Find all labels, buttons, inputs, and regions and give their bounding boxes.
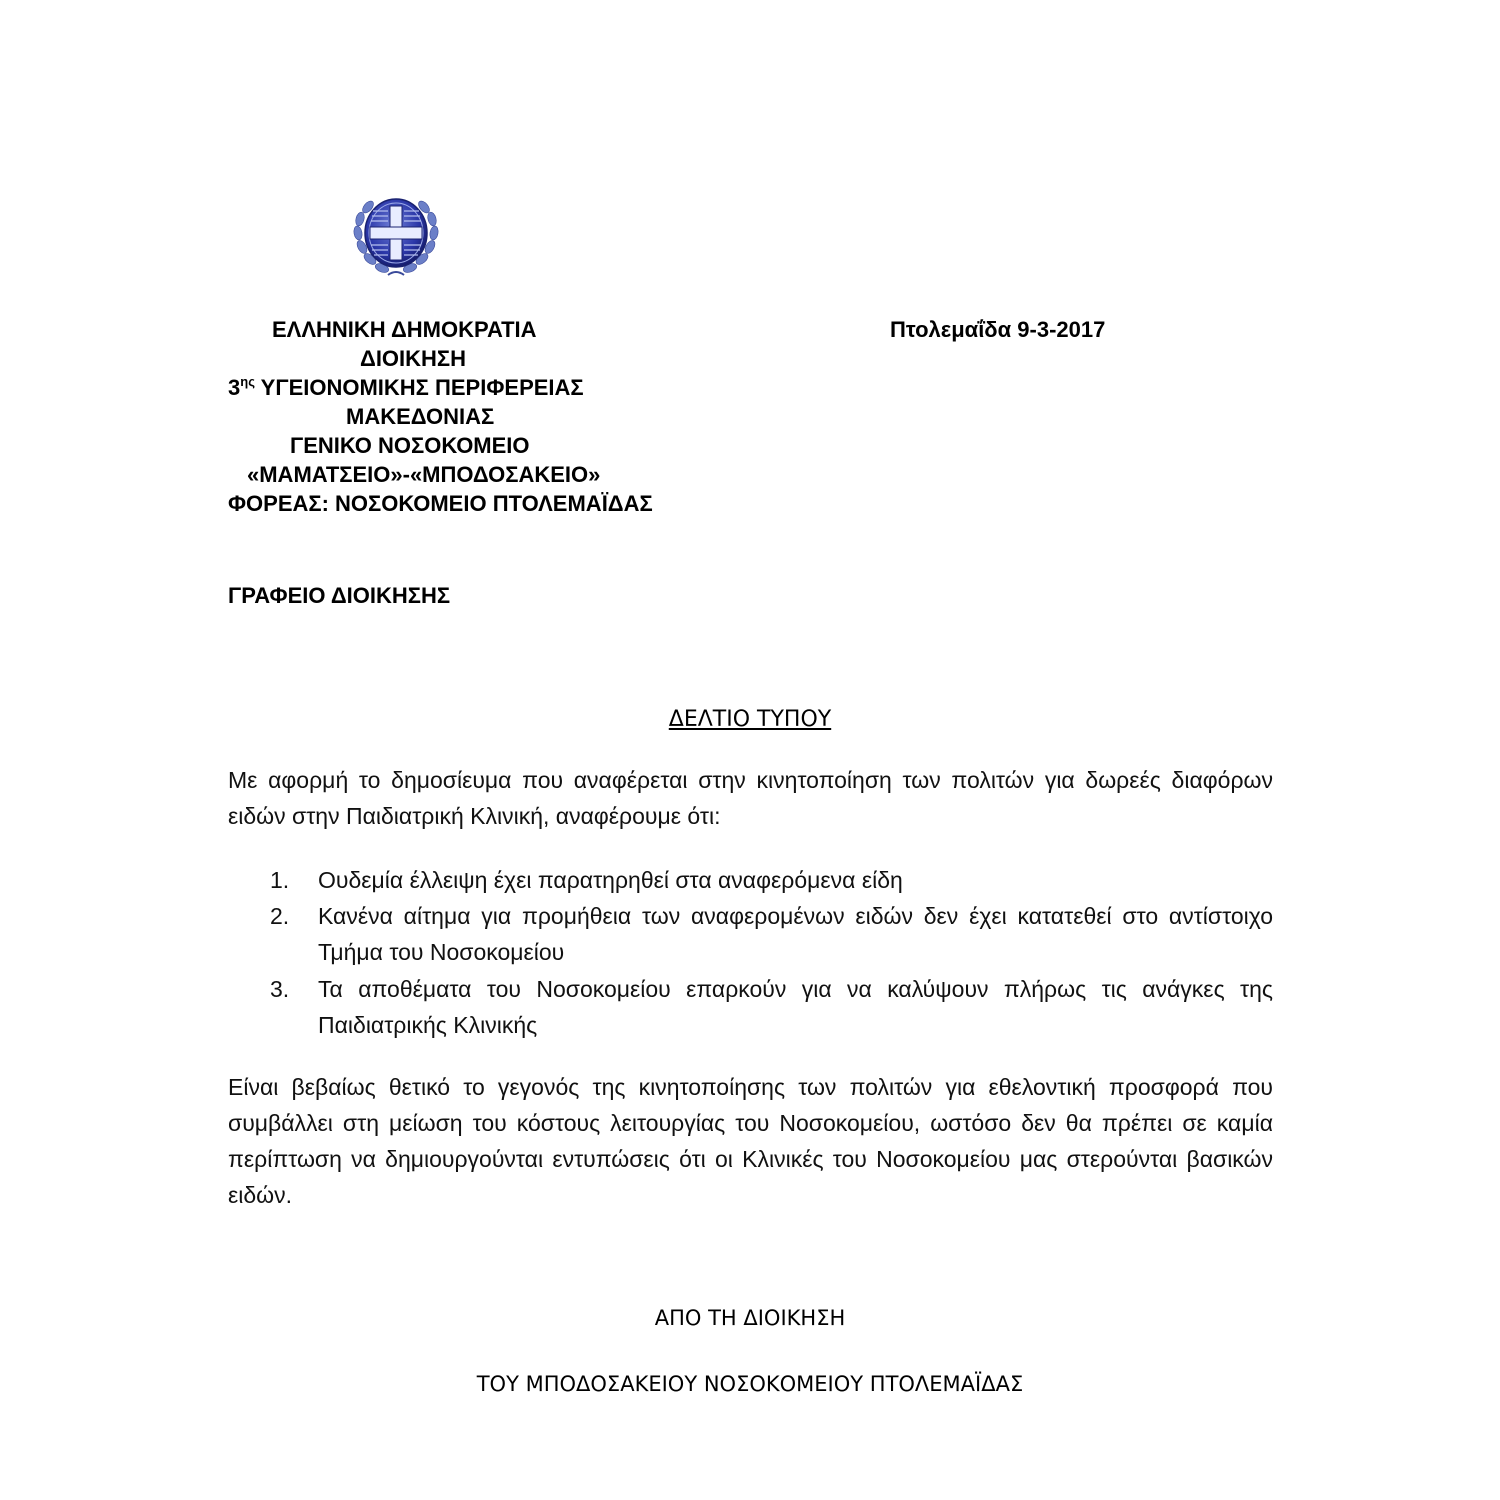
signature-line-1: ΑΠΟ ΤΗ ΔΙΟΙΚΗΣΗ [654,1306,846,1330]
header-line-republic: ΕΛΛΗΝΙΚΗ ΔΗΜΟΚΡΑΤΙΑ [272,317,537,342]
header-health-region-text: ΥΓΕΙΟΝΟΜΙΚΗΣ ΠΕΡΙΦΕΡΕΙΑΣ [260,375,584,400]
document-title: ΔΕΛΤΙΟ ΤΥΠΟΥ [668,707,832,732]
list-item-text [318,971,1273,1043]
list-item-number: 2. [270,903,290,929]
list-item [270,862,1273,898]
list-item-line-1: Τα αποθέματα του Νοσοκομείου επαρκούν για να καλύψουν πλήρως τις ανάγκες της [318,976,1273,1002]
closing-line-2: συμβάλλει στη μείωση του κόστους λειτουργίας του Νοσοκομείου, ωστόσο δεν θα πρέπει σε καμία [228,1110,1273,1136]
closing-line-3: περίπτωση να δημιουργούνται εντυπώσεις ότι οι Κλινικές του Νοσοκομείου μας στερούνται βασικών [228,1146,1273,1172]
list-item-number: 3. [270,976,290,1002]
header-ordinal-suffix: ης [240,374,255,389]
list-item-line-2: Τμήμα του Νοσοκομείου [318,939,565,965]
header-line-health-region [228,373,584,402]
closing-line-1: Είναι βεβαίως θετικό το γεγονός της κινητοποίησης των πολιτών για εθελοντική προσφορά που [228,1074,1273,1100]
list-item-text: Ουδεμία έλλειψη έχει παρατηρηθεί στα αναφερόμενα είδη [318,867,903,893]
list-item-line-1: Κανένα αίτημα για προμήθεια των αναφερομένων ειδών δεν έχει κατατεθεί στο αντίστοιχο [318,903,1273,929]
document-date: Πτολεμαΐδα 9-3-2017 [890,317,1106,342]
office-label: ΓΡΑΦΕΙΟ ΔΙΟΙΚΗΣΗΣ [228,583,451,608]
header-line-macedonia: ΜΑΚΕΔΟΝΙΑΣ [346,404,495,429]
list-item-text [318,898,1273,970]
header-ordinal-number: 3 [228,375,241,400]
intro-line-1: Με αφορμή το δημοσίευμα που αναφέρεται στην κινητοποίηση των πολιτών για δωρεές διαφόρων [228,767,1273,793]
greek-state-emblem-icon [348,187,444,283]
list-item [270,898,1273,970]
signature-line-2: ΤΟΥ ΜΠΟΔΟΣΑΚΕΙΟΥ ΝΟΣΟΚΟΜΕΙΟΥ ΠΤΟΛΕΜΑΪΔΑΣ [476,1372,1024,1396]
header-line-entity: ΦΟΡΕΑΣ: ΝΟΣΟΚΟΜΕΙΟ ΠΤΟΛΕΜΑΪΔΑΣ [228,491,653,516]
list-item [270,971,1273,1043]
header-line-administration: ΔΙΟΙΚΗΣΗ [360,346,467,371]
closing-line-4: ειδών. [228,1182,293,1208]
closing-paragraph [228,1069,1273,1213]
intro-line-2: ειδών στην Παιδιατρική Κλινική, αναφέρουμε ότι: [228,803,721,829]
intro-paragraph [228,762,1273,834]
header-line-hospital-names: «ΜΑΜΑΤΣΕΙΟ»-«ΜΠΟΔΟΣΑΚΕΙΟ» [247,462,601,487]
header-line-general-hospital: ΓΕΝΙΚΟ ΝΟΣΟΚΟΜΕΙΟ [290,433,530,458]
list-item-number: 1. [270,867,290,893]
list-item-line-2: Παιδιατρικής Κλινικής [318,1012,538,1038]
